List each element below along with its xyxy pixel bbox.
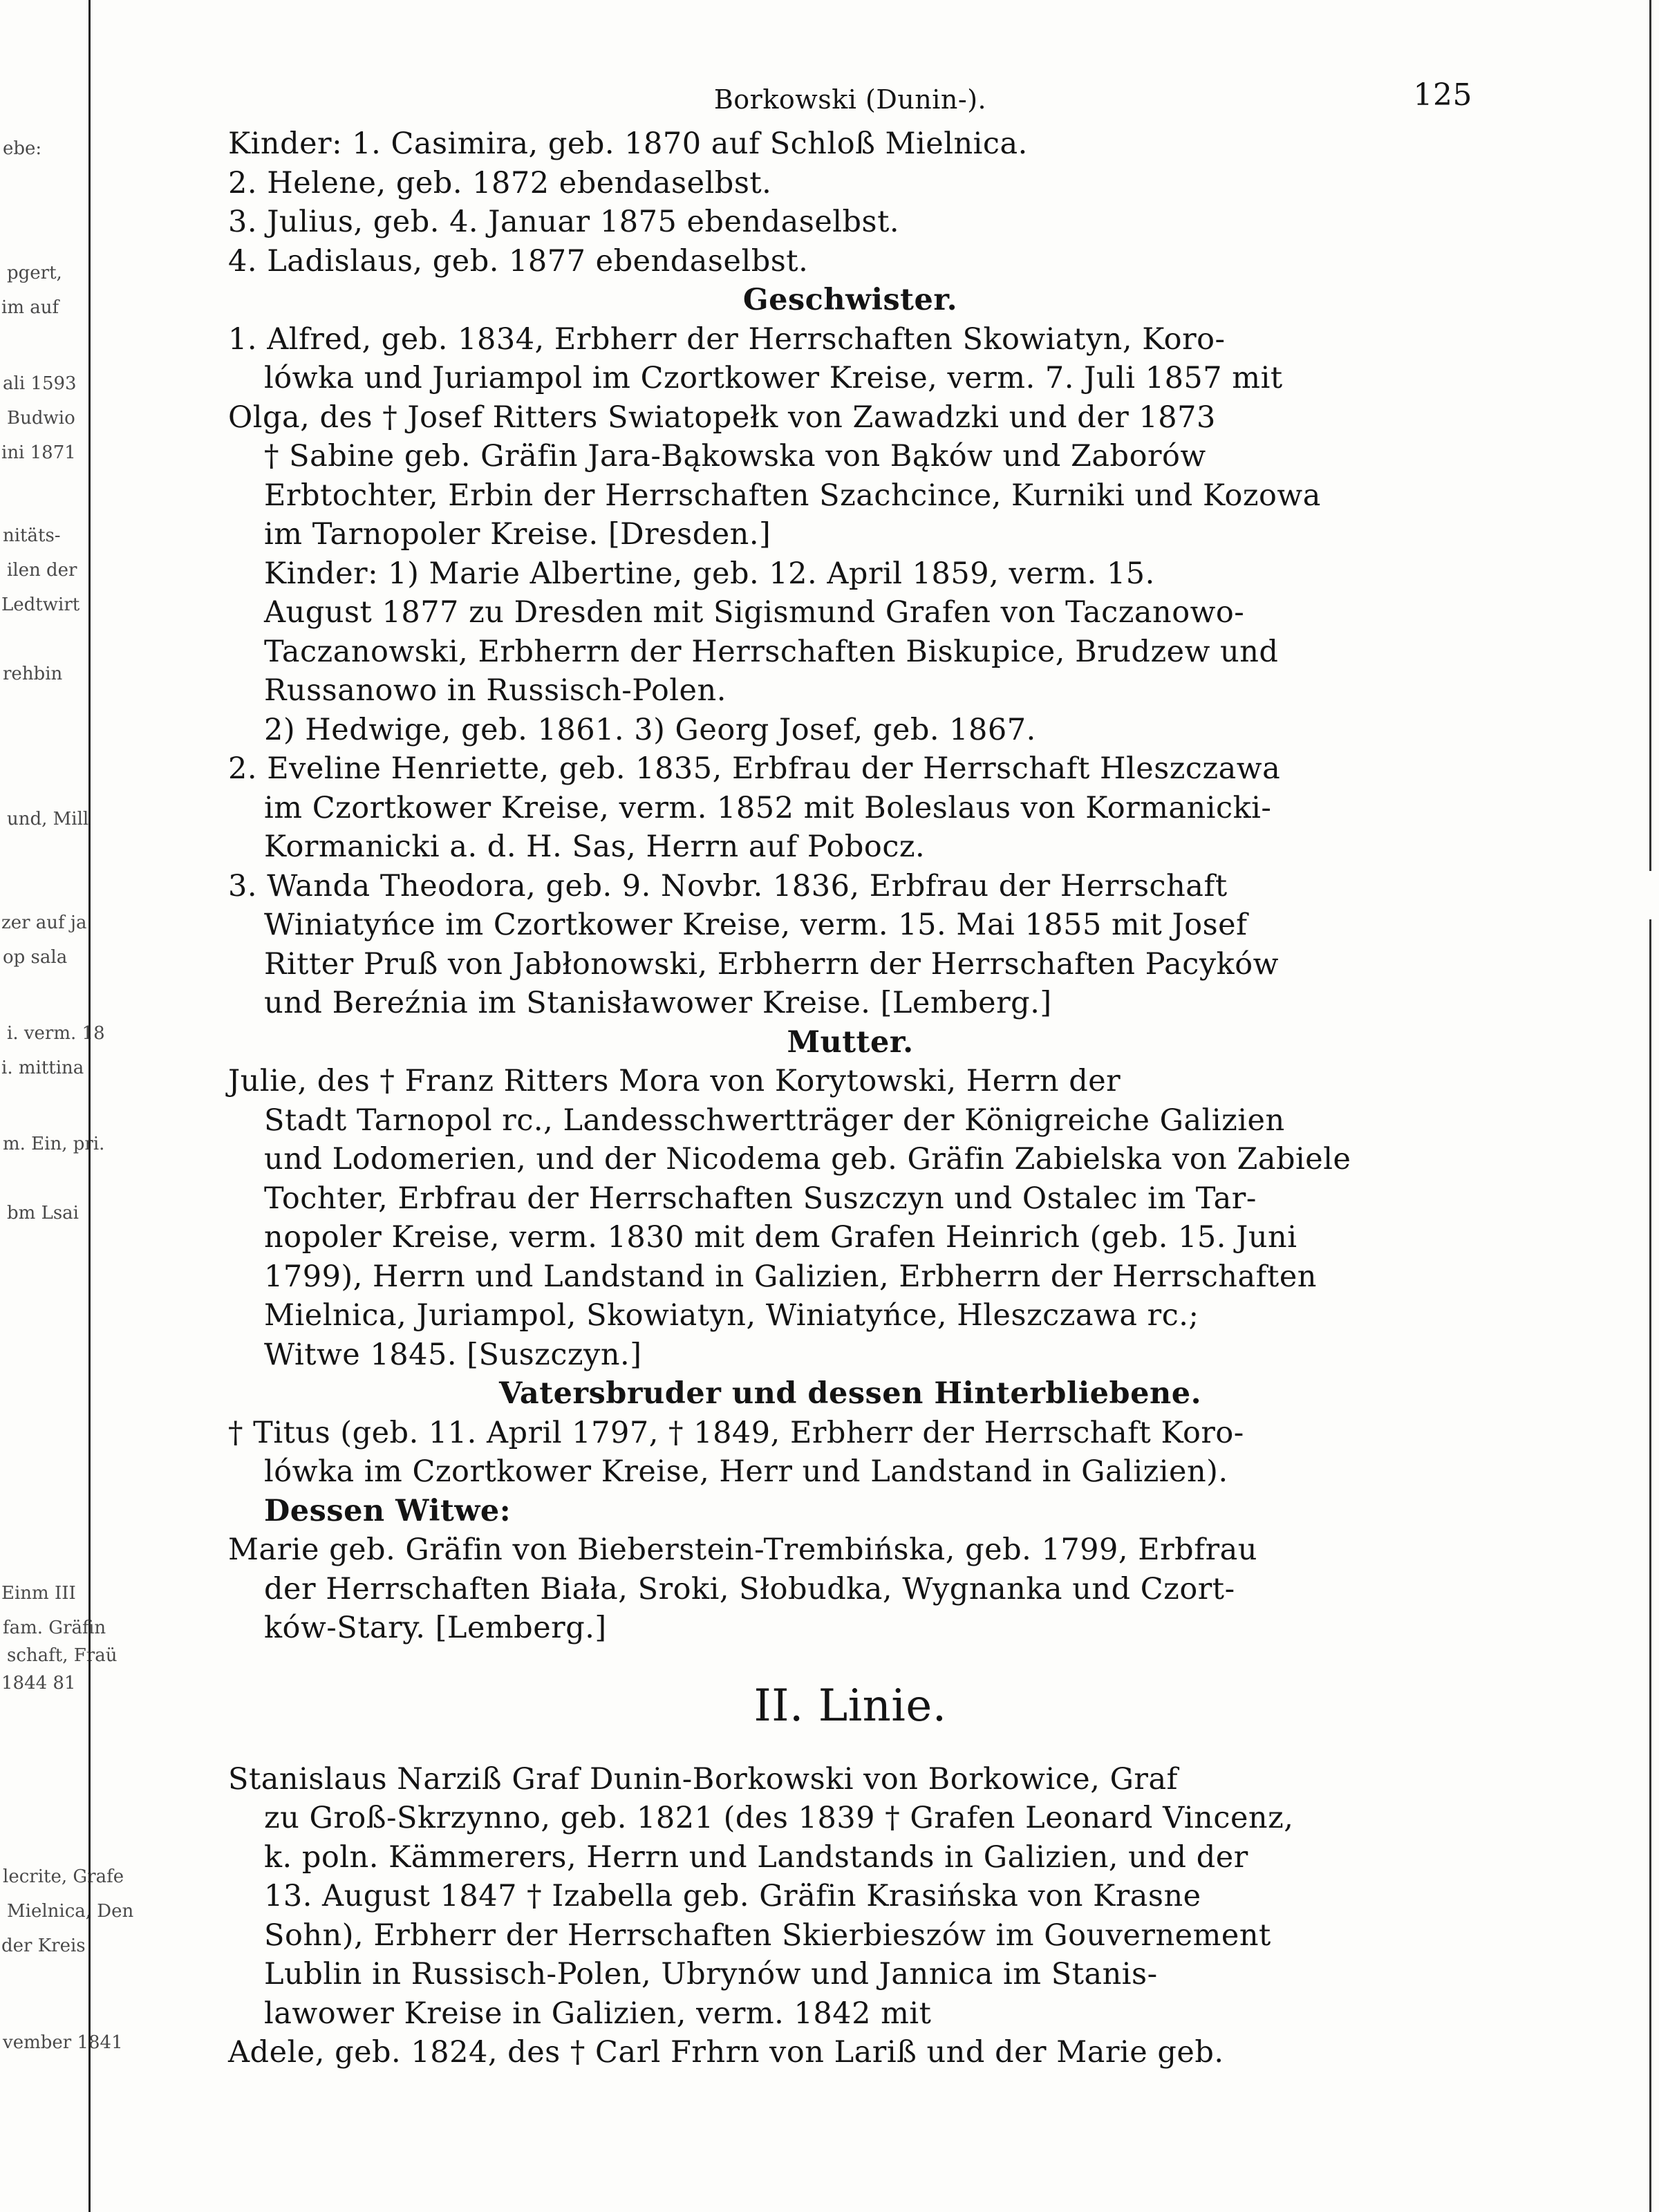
right-edge-rule: [1649, 0, 1651, 871]
margin-fragment: i. mittina: [1, 1058, 84, 1078]
text-line: Winiatyńce im Czortkower Kreise, verm. 15. Mai 1855 mit Josef: [264, 908, 1248, 942]
text-line: Stadt Tarnopol rc., Landesschwertträger der Königreiche Galizien: [264, 1103, 1285, 1138]
text-line: 4. Ladislaus, geb. 1877 ebendaselbst.: [228, 243, 809, 279]
running-header: [228, 76, 1472, 124]
document-page: [228, 76, 1472, 2072]
section-title: II. Linie.: [753, 1680, 947, 1732]
text-line: 1799), Herrn und Landstand in Galizien, Erbherrn der Herrschaften: [264, 1259, 1317, 1294]
text-line: 3. Wanda Theodora, geb. 9. Novbr. 1836, Erbfrau der Herrschaft: [228, 868, 1228, 903]
text-line: Kinder: 1) Marie Albertine, geb. 12. April 1859, verm. 15.: [264, 556, 1155, 591]
margin-fragment: Mielnica, Den: [7, 1901, 134, 1922]
text-line: lówka im Czortkower Kreise, Herr und Landstand in Galizien).: [264, 1454, 1228, 1489]
text-line: Ritter Pruß von Jabłonowski, Erbherrn der Herrschaften Pacyków: [264, 946, 1279, 982]
text-line: Julie, des † Franz Ritters Mora von Korytowski, Herrn der: [228, 1064, 1121, 1098]
right-edge-rule: [1649, 919, 1651, 2212]
margin-fragment: m. Ein, pri.: [3, 1134, 105, 1154]
header-title: Borkowski (Dunin-).: [713, 84, 987, 115]
text-line: † Titus (geb. 11. April 1797, † 1849, Erbherr der Herrschaft Koro-: [228, 1415, 1244, 1450]
text-line: Erbtochter, Erbin der Herrschaften Szachcince, Kurniki und Kozowa: [264, 478, 1321, 513]
text-line: Kormanicki a. d. H. Sas, Herrn auf Pobocz.: [264, 830, 926, 864]
text-line: Olga, des † Josef Ritters Swiatopełk von Zawadzki und der 1873: [228, 400, 1216, 435]
text-line: lawower Kreise in Galizien, verm. 1842 mit: [264, 1996, 932, 2031]
text-line: Mutter.: [787, 1024, 914, 1060]
text-line: 3. Julius, geb. 4. Januar 1875 ebendaselbst.: [228, 205, 900, 239]
text-line: Stanislaus Narziß Graf Dunin-Borkowski von Borkowice, Graf: [228, 1761, 1179, 1797]
margin-fragment: schaft, Fraü: [7, 1645, 118, 1666]
text-line: Vatersbruder und dessen Hinterbliebene.: [498, 1376, 1202, 1411]
text-line: Lublin in Russisch-Polen, Ubrynów und Jannica im Stanis-: [264, 1957, 1158, 1991]
margin-fragment: rehbin: [3, 664, 63, 684]
text-line: Marie geb. Gräfin von Bieberstein-Trembińska, geb. 1799, Erbfrau: [228, 1533, 1258, 1567]
margin-fragment: bm Lsai: [7, 1203, 79, 1224]
text-line: Adele, geb. 1824, des † Carl Frhrn von Lariß und der Marie geb.: [228, 2035, 1224, 2070]
margin-fragment: pgert,: [7, 263, 62, 283]
text-line: Geschwister.: [742, 283, 958, 317]
entry-block-second-line: [228, 1760, 1472, 2072]
text-line: und Bereźnia im Stanisławower Kreise. [Lemberg.]: [264, 986, 1052, 1020]
text-line: ków-Stary. [Lemberg.]: [264, 1611, 607, 1645]
text-line: 2) Hedwige, geb. 1861. 3) Georg Josef, geb. 1867.: [264, 712, 1036, 747]
text-line: Taczanowski, Erbherrn der Herrschaften Biskupice, Brudzew und: [264, 634, 1279, 669]
text-line: Tochter, Erbfrau der Herrschaften Suszczyn und Ostalec im Tar-: [264, 1181, 1257, 1216]
text-line: Sohn), Erbherr der Herrschaften Skierbieszów im Gouvernement: [264, 1918, 1271, 1953]
entry-block-first-line: [228, 124, 1472, 1648]
text-line: der Herrschaften Biała, Sroki, Słobudka, Wygnanka und Czort-: [264, 1571, 1235, 1606]
text-line: 2. Helene, geb. 1872 ebendaselbst.: [228, 165, 772, 200]
margin-fragment: und, Mill: [7, 809, 89, 830]
text-line: im Czortkower Kreise, verm. 1852 mit Boleslaus von Kormanicki-: [264, 790, 1272, 825]
text-line: Mielnica, Juriampol, Skowiatyn, Winiatyńce, Hleszczawa rc.;: [264, 1298, 1199, 1333]
margin-fragment: im auf: [1, 297, 59, 318]
margin-fragment: ilen der: [7, 560, 77, 581]
text-line: zu Groß-Skrzynno, geb. 1821 (des 1839 † Grafen Leonard Vincenz,: [264, 1801, 1294, 1835]
text-line: 13. August 1847 † Izabella geb. Gräfin Krasińska von Krasne: [264, 1879, 1201, 1913]
margin-fragment: ali 1593: [3, 373, 77, 394]
text-line: k. poln. Kämmerers, Herrn und Landstands in Galizien, und der: [264, 1839, 1248, 1875]
text-line: † Sabine geb. Gräfin Jara-Bąkowska von Bąków und Zaborów: [264, 439, 1206, 474]
margin-fragment: Ledtwirt: [1, 594, 80, 615]
margin-fragment: 1844 81: [1, 1673, 76, 1694]
text-line: Dessen Witwe:: [264, 1493, 512, 1528]
margin-fragment: Budwio: [7, 408, 75, 429]
text-line: Kinder: 1. Casimira, geb. 1870 auf Schloß Mielnica.: [228, 126, 1028, 161]
text-line: im Tarnopoler Kreise. [Dresden.]: [264, 517, 771, 552]
left-margin-bleed: [0, 0, 134, 2212]
margin-fragment: nitäts-: [3, 525, 61, 546]
text-line: 2. Eveline Henriette, geb. 1835, Erbfrau der Herrschaft Hleszczawa: [228, 751, 1281, 786]
page-number: 125: [1413, 77, 1472, 113]
margin-fragment: ini 1871: [1, 442, 76, 463]
margin-fragment: lecrite, Grafe: [3, 1866, 124, 1887]
text-line: Russanowo in Russisch-Polen.: [264, 673, 727, 708]
margin-fragment: fam. Gräfin: [3, 1618, 106, 1638]
margin-fragment: ebe:: [3, 138, 42, 159]
margin-fragment: vember 1841: [3, 2032, 123, 2053]
margin-fragment: der Kreis: [1, 1936, 86, 1956]
text-line: 1. Alfred, geb. 1834, Erbherr der Herrschaften Skowiatyn, Koro-: [228, 321, 1226, 357]
margin-fragment: i. verm. 18: [7, 1023, 105, 1044]
text-line: nopoler Kreise, verm. 1830 mit dem Grafen Heinrich (geb. 15. Juni: [264, 1220, 1297, 1255]
margin-fragment: Einm III: [1, 1583, 76, 1604]
text-line: und Lodomerien, und der Nicodema geb. Gräfin Zabielska von Zabiele: [264, 1142, 1351, 1177]
text-line: Witwe 1845. [Suszczyn.]: [264, 1337, 642, 1372]
margin-fragment: zer auf ja: [1, 912, 87, 933]
margin-fragment: op sala: [3, 947, 68, 968]
text-line: August 1877 zu Dresden mit Sigismund Grafen von Taczanowo-: [264, 595, 1245, 630]
text-line: lówka und Juriampol im Czortkower Kreise, verm. 7. Juli 1857 mit: [264, 361, 1283, 395]
